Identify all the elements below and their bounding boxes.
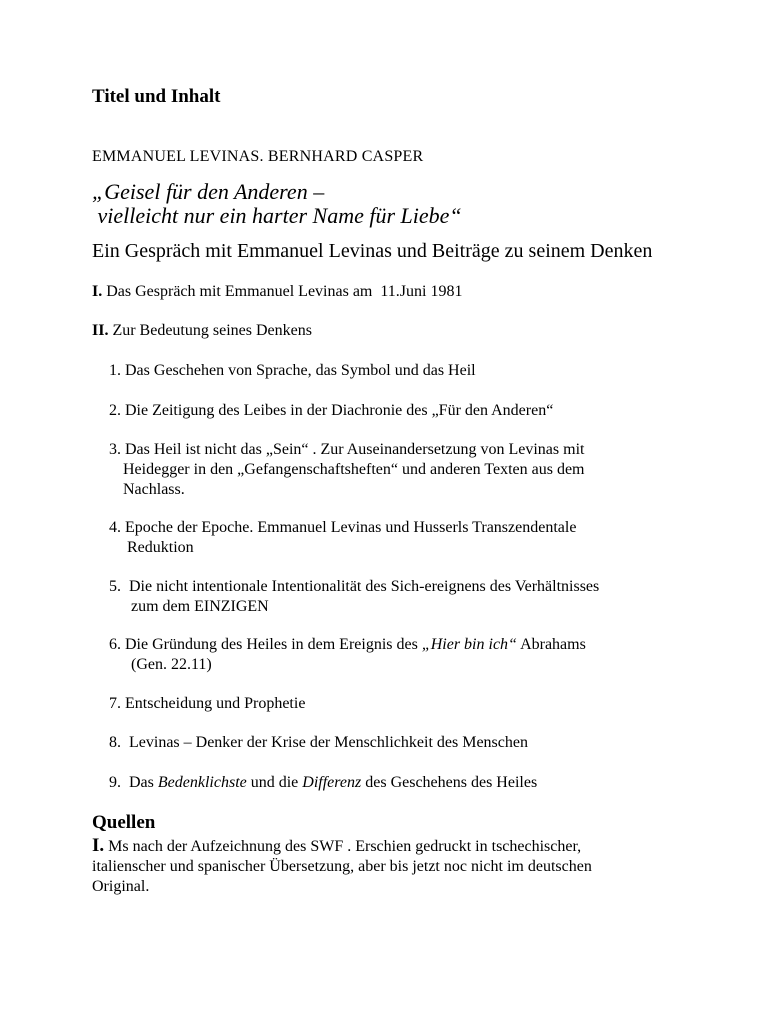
toc-item-3 bbox=[109, 440, 585, 500]
toc-item-9-italic-1: Bedenklichste bbox=[157, 774, 247, 791]
sources-heading: Quellen bbox=[92, 812, 156, 833]
toc-item-8 bbox=[109, 733, 528, 753]
toc-item-9-text-mid: und die bbox=[246, 774, 303, 791]
toc-item-5-line-1: 5. Die nicht intentionale Intentionalität des Sich-ereignens des Verhältnisses bbox=[109, 578, 600, 595]
toc-item-9-text-end: des Geschehens des Heiles bbox=[361, 774, 538, 791]
toc-item-4-line-1: 4. Epoche der Epoche. Emmanuel Levinas und Husserls Transzendentale bbox=[109, 519, 577, 536]
toc-item-6-line-2: (Gen. 22.11) bbox=[131, 656, 212, 673]
sources-line-2: italienscher und spanischer Übersetzung, aber bis jetzt noc nicht im deutschen bbox=[92, 858, 592, 875]
toc-item-3-line-3: Nachlass. bbox=[123, 481, 185, 498]
toc-item-6-text-end: Abrahams bbox=[516, 636, 586, 653]
toc-item-1 bbox=[109, 361, 476, 381]
toc-item-5-line-2: zum dem EINZIGEN bbox=[131, 598, 269, 615]
toc-item-6 bbox=[109, 635, 586, 675]
part-2 bbox=[92, 322, 312, 340]
toc-item-1-line-1: 1. Das Geschehen von Sprache, das Symbol und das Heil bbox=[109, 362, 476, 379]
book-title bbox=[92, 180, 462, 228]
toc-item-5 bbox=[109, 577, 599, 617]
toc-item-7-line-1: 7. Entscheidung und Prophetie bbox=[109, 695, 306, 712]
book-title-line-1: „Geisel für den Anderen – bbox=[92, 179, 325, 204]
page-title: Titel und Inhalt bbox=[92, 86, 221, 107]
toc-item-2 bbox=[109, 401, 553, 421]
sources-line-1: Ms nach der Aufzeichnung des SWF . Erschien gedruckt in tschechischer, bbox=[104, 838, 582, 855]
toc-item-8-line-1: 8. Levinas – Denker der Krise der Menschlichkeit des Menschen bbox=[109, 734, 528, 751]
sources-line-3: Original. bbox=[92, 878, 150, 895]
toc-item-4-line-2: Reduktion bbox=[127, 539, 194, 556]
authors: EMMANUEL LEVINAS. BERNHARD CASPER bbox=[92, 148, 424, 165]
toc-item-7 bbox=[109, 694, 305, 714]
part-1-number: I. bbox=[92, 283, 103, 300]
toc-item-3-line-2: Heidegger in den „Gefangenschaftsheften“ und anderen Texten aus dem bbox=[123, 461, 585, 478]
toc-item-9 bbox=[109, 773, 537, 793]
sources-number: I. bbox=[92, 835, 105, 856]
part-1-text: Das Gespräch mit Emmanuel Levinas am 11.Juni 1981 bbox=[102, 283, 463, 300]
toc-item-6-quote: „Hier bin ich“ bbox=[421, 636, 517, 653]
toc-item-4 bbox=[109, 518, 576, 558]
subtitle: Ein Gespräch mit Emmanuel Levinas und Beiträge zu seinem Denken bbox=[92, 240, 653, 262]
toc-item-3-line-1: 3. Das Heil ist nicht das „Sein“ . Zur Auseinandersetzung von Levinas mit bbox=[109, 441, 585, 458]
part-2-number: II. bbox=[92, 322, 109, 339]
part-1 bbox=[92, 283, 462, 301]
toc-item-9-text: 9. Das bbox=[109, 774, 158, 791]
toc-item-2-line-1: 2. Die Zeitigung des Leibes in der Diachronie des „Für den Anderen“ bbox=[109, 402, 554, 419]
toc-item-9-italic-2: Differenz bbox=[302, 774, 362, 791]
toc-item-6-text: 6. Die Gründung des Heiles in dem Ereignis des bbox=[109, 636, 422, 653]
part-2-text: Zur Bedeutung seines Denkens bbox=[108, 322, 312, 339]
book-title-line-2: vielleicht nur ein harter Name für Liebe“ bbox=[92, 203, 462, 228]
sources-body bbox=[92, 836, 592, 897]
